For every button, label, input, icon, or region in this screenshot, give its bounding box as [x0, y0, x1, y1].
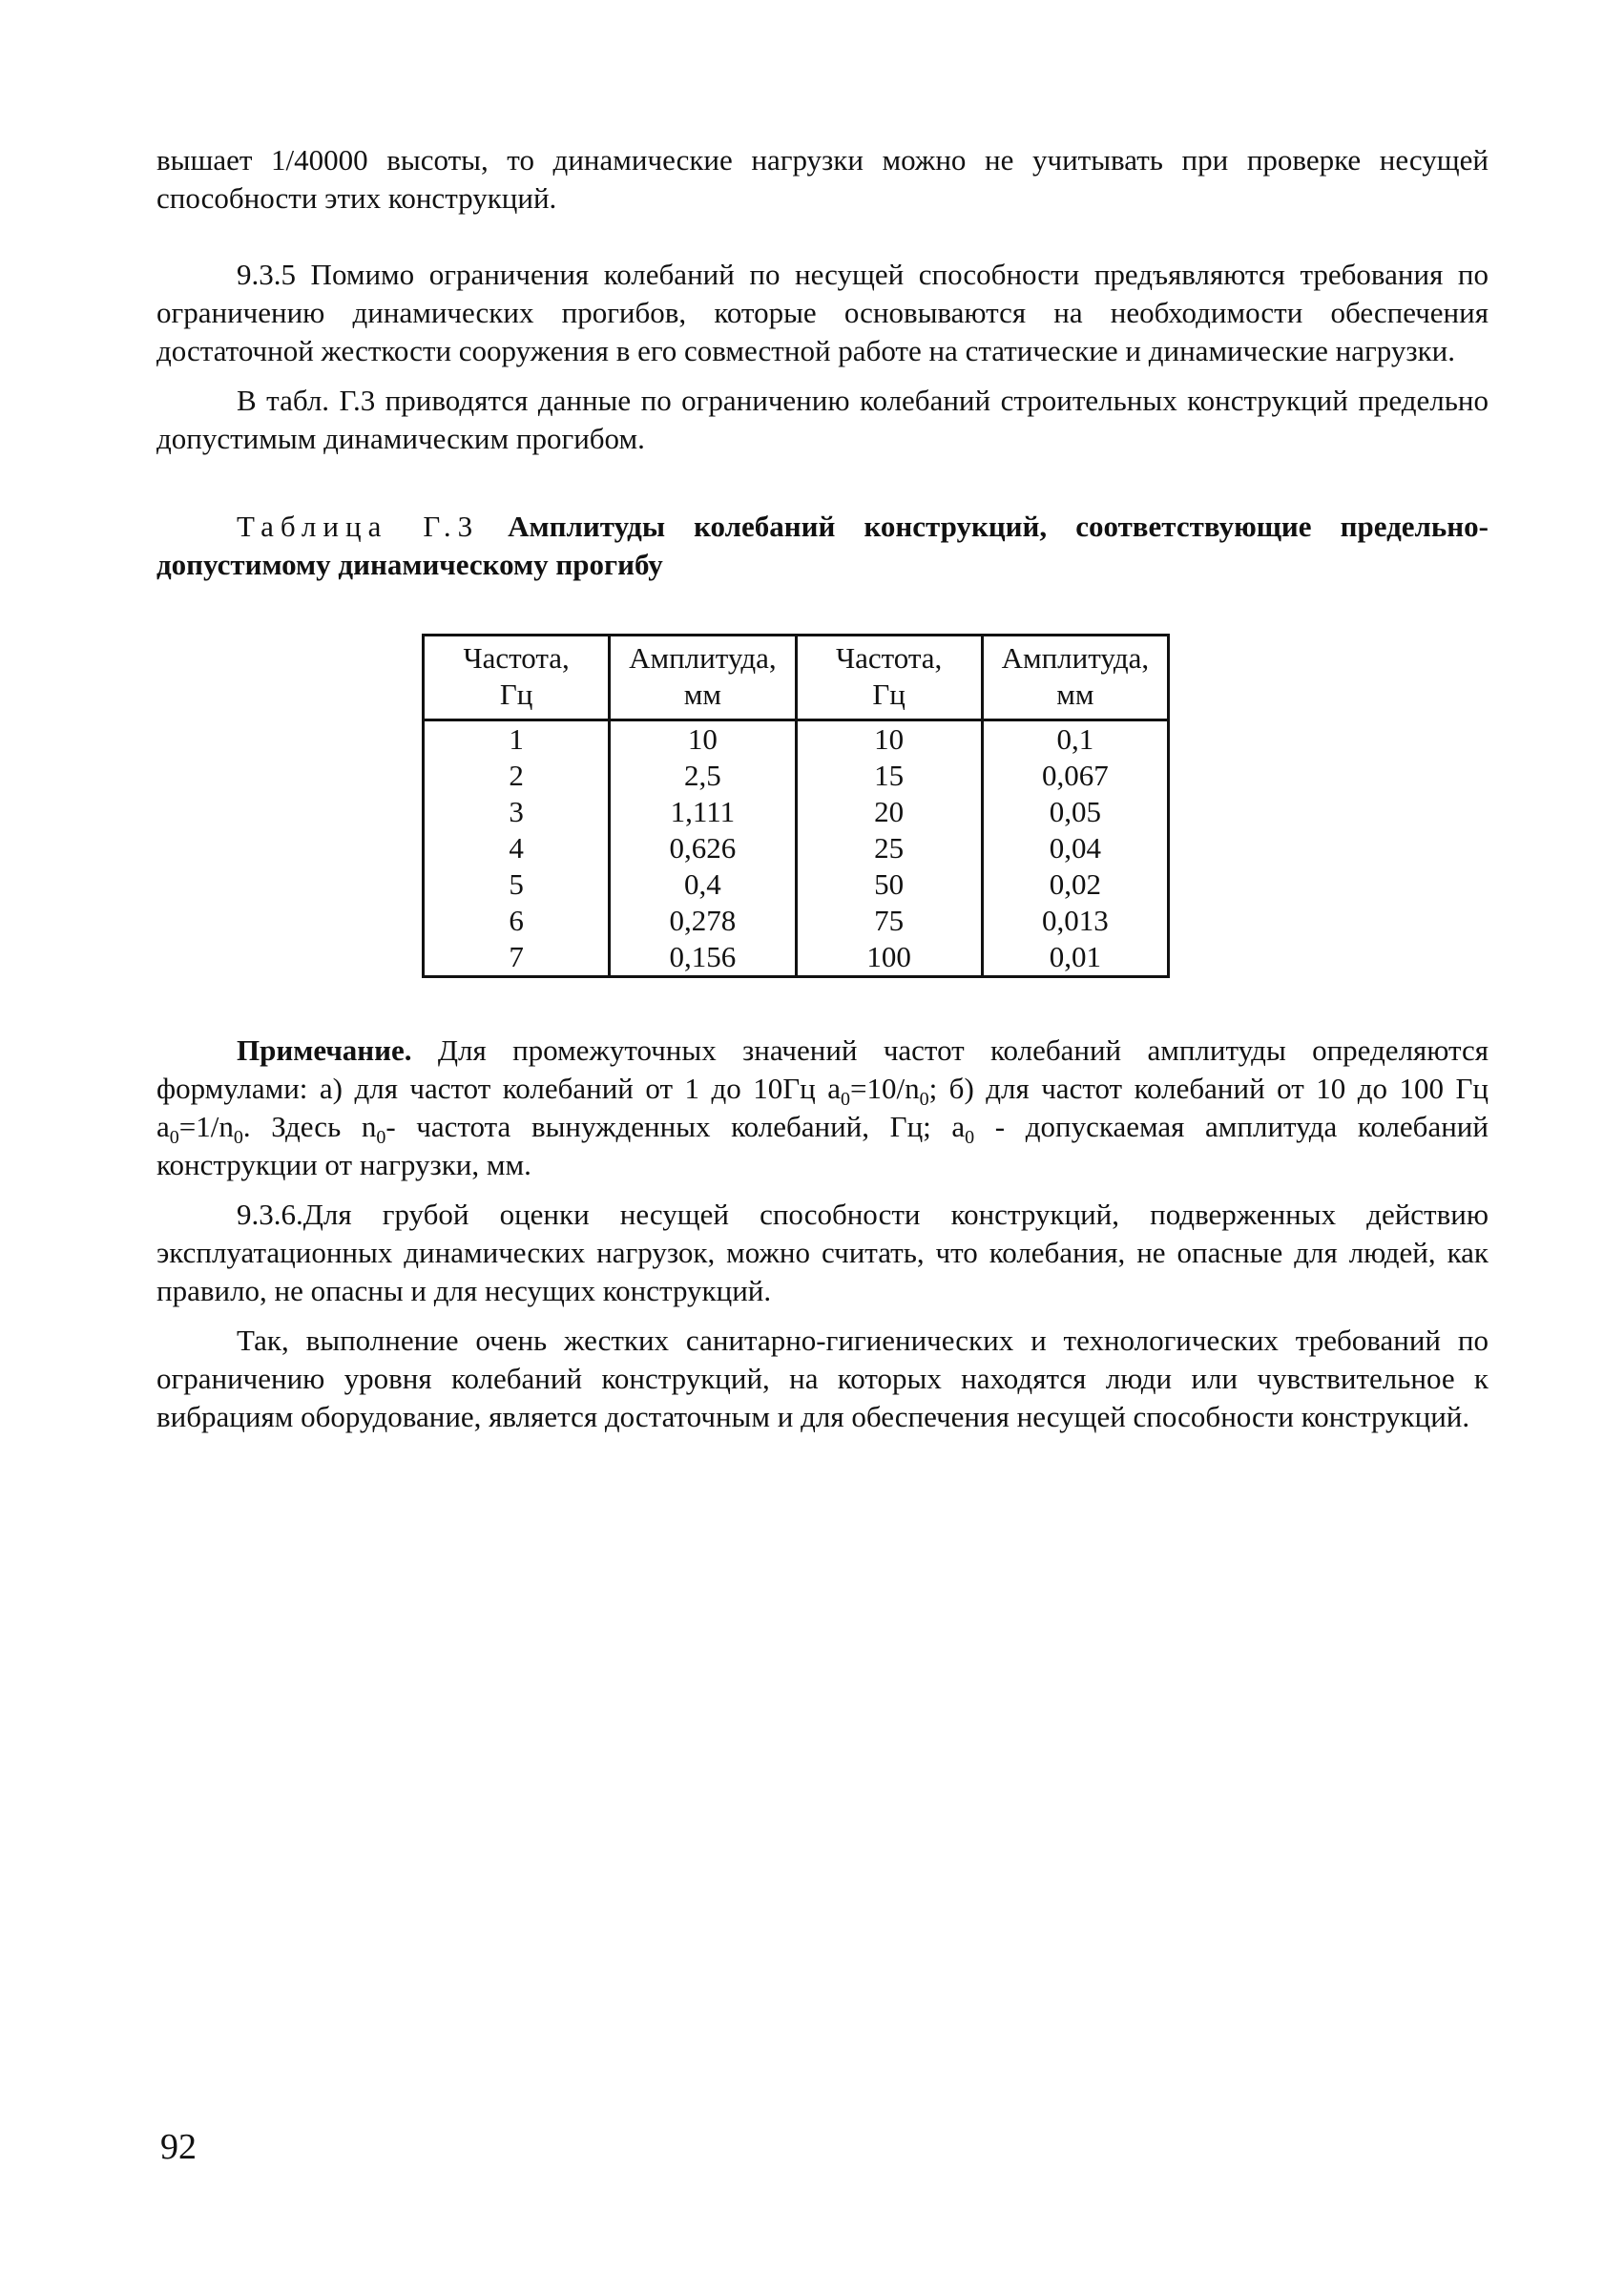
cell-amplitude-2: 0,067 [982, 758, 1168, 794]
cell-frequency-1: 5 [424, 866, 610, 903]
table-row [424, 720, 1169, 759]
cell-amplitude-2: 0,05 [982, 794, 1168, 830]
cell-frequency-2: 15 [796, 758, 982, 794]
table-note: Примечание. Для промежуточных значений частот колебаний амплитуды определяются формулами: а) для частот колебаний от 1 до 10Гц $a_0=10/n_0$; б) для частот колебаний от 10 до 100 Гц $a_0=1/n_0$. Здесь $n_0-$ частота вынужденных колебаний, Гц; $a_0$ - допускаемая амплитуда колебаний конструкции от нагрузки, мм. [156, 1033, 1489, 1181]
cell-frequency-2: 25 [796, 830, 982, 866]
table-caption-title: Амплитуды колебаний конструкций, соответствующие предельно-допустимому динамическому прогибу [156, 510, 1489, 581]
page-number: 92 [160, 2127, 197, 2167]
document-page [156, 141, 1489, 1436]
cell-amplitude-1: 0,156 [610, 939, 796, 977]
cell-amplitude-2: 0,01 [982, 939, 1168, 977]
cell-amplitude-1: 0,4 [610, 866, 796, 903]
cell-amplitude-1: 0,278 [610, 903, 796, 939]
header-frequency-1: Частота, Гц [424, 636, 610, 720]
cell-frequency-1: 4 [424, 830, 610, 866]
table-reference-paragraph: В табл. Г.3 приводятся данные по ограничению колебаний строительных конструкций предельно допустимым динамическим прогибом. [156, 384, 1489, 455]
cell-amplitude-2: 0,013 [982, 903, 1168, 939]
cell-frequency-1: 1 [424, 720, 610, 759]
intro-paragraph: вышает 1/40000 высоты, то динамические нагрузки можно не учитывать при проверке несущей способности этих конструкций. [156, 143, 1489, 215]
note-label: Примечание. [237, 1033, 412, 1067]
table-row [424, 758, 1169, 794]
cell-amplitude-1: 10 [610, 720, 796, 759]
cell-amplitude-1: 1,111 [610, 794, 796, 830]
cell-amplitude-2: 0,02 [982, 866, 1168, 903]
cell-frequency-2: 100 [796, 939, 982, 977]
table-row [424, 866, 1169, 903]
cell-frequency-1: 6 [424, 903, 610, 939]
header-amplitude-1: Амплитуда, мм [610, 636, 796, 720]
cell-frequency-2: 75 [796, 903, 982, 939]
table-header-row [424, 636, 1169, 720]
table-caption [156, 508, 1489, 584]
cell-amplitude-1: 2,5 [610, 758, 796, 794]
cell-amplitude-1: 0,626 [610, 830, 796, 866]
cell-frequency-2: 50 [796, 866, 982, 903]
paragraph-9-3-6: 9.3.6.Для грубой оценки несущей способности конструкций, подверженных действию эксплуатационных динамических нагрузок, можно считать, что колебания, не опасные для людей, как правило, не опасны и для несущих конструкций. [156, 1198, 1489, 1307]
table-row [424, 794, 1169, 830]
header-amplitude-2: Амплитуда, мм [982, 636, 1168, 720]
header-frequency-2: Частота, Гц [796, 636, 982, 720]
table-row [424, 939, 1169, 977]
cell-frequency-1: 7 [424, 939, 610, 977]
cell-frequency-2: 20 [796, 794, 982, 830]
cell-frequency-1: 2 [424, 758, 610, 794]
amplitude-table-wrapper [422, 634, 1170, 978]
final-paragraph: Так, выполнение очень жестких санитарно-гигиенических и технологических требований по ограничению уровня колебаний конструкций, на которых находятся люди или чувствительное к вибрациям оборудование, является достаточным и для обеспечения несущей способности конструкций. [156, 1324, 1489, 1433]
amplitude-table [422, 634, 1170, 978]
table-row [424, 903, 1169, 939]
paragraph-9-3-5: 9.3.5 Помимо ограничения колебаний по несущей способности предъявляются требования по ограничению динамических прогибов, которые основываются на необходимости обеспечения достаточной жесткости сооружения в его совместной работе на статические и динамические нагрузки. [156, 258, 1489, 367]
cell-amplitude-2: 0,04 [982, 830, 1168, 866]
cell-frequency-2: 10 [796, 720, 982, 759]
table-row [424, 830, 1169, 866]
cell-amplitude-2: 0,1 [982, 720, 1168, 759]
cell-frequency-1: 3 [424, 794, 610, 830]
table-caption-label: Таблица Г.3 [237, 510, 480, 543]
